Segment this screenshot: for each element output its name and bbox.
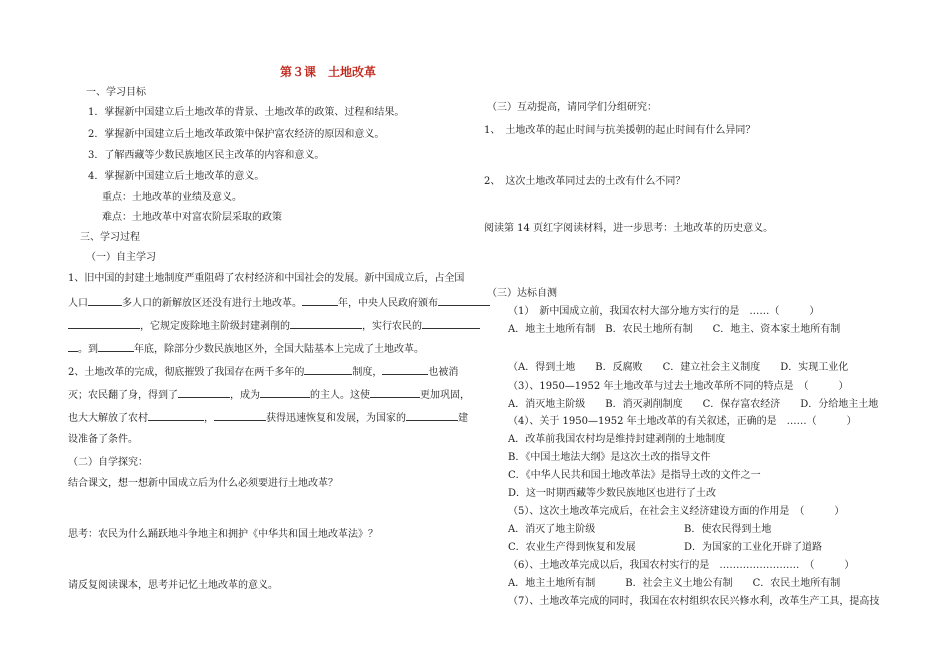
test-option-line: A．地主土地所有制 B．农民土地所有制 C．地主、资本家土地所有制 <box>508 324 841 335</box>
question-2-line-a: 2、土地改革的完成，彻底摧毁了我国存在两千多年的 制度， 也被消 <box>68 364 458 379</box>
research-question-2: 2、 这次土地改革同过去的土改有什么不同？ <box>484 176 686 187</box>
think-question: 思考：农民为什么踊跃地斗争地主和拥护《中华共和国土地改革法》？ <box>68 529 378 540</box>
fill-blank[interactable] <box>88 295 122 306</box>
fill-blank[interactable] <box>370 387 420 398</box>
section-heading-goals: 一、学习目标 <box>86 87 146 98</box>
fill-blank[interactable] <box>68 341 78 352</box>
question-1-line-c: ，它规定废除地主阶级封建剥削的 ，实行农民的 <box>68 318 480 333</box>
fill-blank[interactable] <box>214 410 266 421</box>
section-heading-process: 三、学习过程 <box>80 232 140 243</box>
fill-blank[interactable] <box>260 387 310 398</box>
section-heading-self-test: （三）达标自测 <box>487 288 557 299</box>
test-option-line: C．《中华人民共和国土地改革法》是指导土改的文件之一 <box>508 470 761 481</box>
test-option-b: B．使农民得到土地 <box>684 524 772 535</box>
test-option-a: A．消灭了地主阶级 <box>508 524 596 535</box>
difficult-point: 难点：土地改革中对富农阶层采取的政策 <box>102 212 282 223</box>
subsection-heading-self-study: （一）自主学习 <box>86 252 156 263</box>
question-1-line-b: 人口 多人口的新解放区还没有进行土地改革。 年，中央人民政府颁布 <box>68 295 490 310</box>
test-option-c: C．农业生产得到恢复和发展 <box>508 542 636 553</box>
test-option-line: A．消灭地主阶级 B．消灭剥削制度 C．保存富农经济 D．分给地主土地 <box>508 399 879 410</box>
reading-task: 阅读第 14 页红字阅读材料，进一步思考：土地改革的历史意义。 <box>484 223 774 234</box>
fill-blank[interactable] <box>422 318 480 329</box>
question-1-line-a: 1、旧中国的封建土地制度严重阻碍了农村经济和中国社会的发展。新中国成立后，占全国 <box>68 273 465 284</box>
test-question-3: （3）、1950—1952 年土地改革与过去土地改革所不同的特点是 （ ） <box>508 381 849 392</box>
explore-question: 结合课文，想一想新中国成立后为什么必须要进行土地改革？ <box>68 478 338 489</box>
fill-blank[interactable] <box>148 410 204 421</box>
goal-item: 4．掌握新中国建立后土地改革的意义。 <box>88 171 265 182</box>
fill-blank[interactable] <box>98 341 134 352</box>
test-option-line: A．地主土地所有制 B．社会主义土地公有制 C．农民土地所有制 <box>508 578 841 589</box>
goal-item: 2．掌握新中国建立后土地改革政策中保护富农经济的原因和意义。 <box>88 129 385 140</box>
test-option-line: D．这一时期西藏等少数民族地区也进行了土改 <box>508 488 717 499</box>
fill-blank[interactable] <box>68 318 140 329</box>
goal-item: 3．了解西藏等少数民族地区民主改革的内容和意义。 <box>88 150 325 161</box>
fill-blank[interactable] <box>438 295 490 306</box>
test-question-5: （5）、这次土地改革完成后，在社会主义经济建设方面的作用是 （ ） <box>508 506 845 517</box>
fill-blank[interactable] <box>406 410 458 421</box>
page-title: 第３课 土地改革 <box>280 65 377 79</box>
fill-blank[interactable] <box>178 387 230 398</box>
test-question-6: （6）、土地改革完成以后，我国农村实行的是 …………………… （ ） <box>508 560 855 571</box>
question-2-line-b: 灭；农民翻了身，得到了 ，成为 的主人。这使 更加巩固， <box>68 387 470 402</box>
test-option-line: A．改革前我国农村均是维持封建剥削的土地制度 <box>508 434 726 445</box>
research-question-1: 1、 土地改革的起止时间与抗美援朝的起止时间有什么异同？ <box>484 125 756 136</box>
fill-blank[interactable] <box>302 295 338 306</box>
subsection-heading-interactive: （三）互动提高，请同学们分组研究： <box>487 102 657 113</box>
subsection-heading-explore: （二）自学探究： <box>68 457 148 468</box>
fill-blank[interactable] <box>290 318 362 329</box>
test-option-line: （A．得到土地 B．反腐败 C．建立社会主义制度 D．实现工业化 <box>508 362 849 373</box>
test-option-d: D．为国家的工业化开辟了道路 <box>684 542 823 553</box>
test-question-4: （4）、关于 1950—1952 年土地改革的有关叙述，正确的是 ……（ ） <box>508 416 857 427</box>
question-2-line-c: 也大大解放了农村 ， 获得迅速恢复和发展，为国家的 建 <box>68 410 468 425</box>
key-point: 重点：土地改革的业绩及意义。 <box>102 192 242 203</box>
review-instruction: 请反复阅读课本，思考并记忆土地改革的意义。 <box>68 580 278 591</box>
test-question-1: （1） 新中国成立前，我国农村大部分地方实行的是 ……（ ） <box>508 306 820 317</box>
question-1-line-d: 。到 年底，除部分少数民族地区外，全国大陆基本上完成了土地改革。 <box>68 341 424 356</box>
question-2-line-d: 设准备了条件。 <box>68 434 138 445</box>
test-question-7: （7）、土地改革完成的同时，我国在农村组织农民兴修水利，改革生产工具，提高技 <box>508 596 880 607</box>
fill-blank[interactable] <box>304 364 352 375</box>
test-option-line: B．《中国土地法大纲》是这次土改的指导文件 <box>508 452 711 463</box>
goal-item: 1．掌握新中国建立后土地改革的背景、土地改革的政策、过程和结果。 <box>88 107 405 118</box>
fill-blank[interactable] <box>382 364 428 375</box>
